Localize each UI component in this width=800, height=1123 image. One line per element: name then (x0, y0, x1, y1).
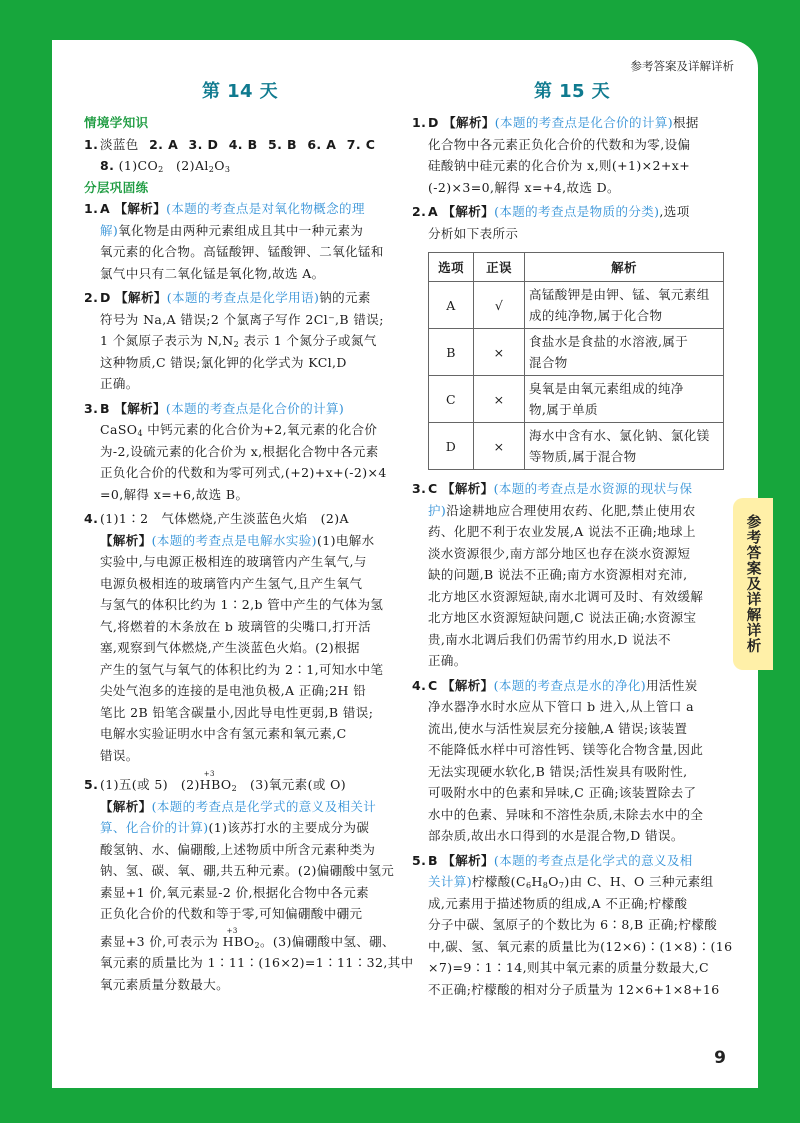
left-q5: 5. (1)五(或 5) (2) +3 $HBO_2$ (3)氧元素(或 O) 【解析】(本题的考查点是化学式的意义及相关计 算、化合价的计算)(1)该苏打水的主要成分为碳 酸氢钠、水、偏硼酸,上述物质中所含元素种类为 钠、氢、碳、氧、硼,共五种元素。(2)偏硼酸中氢元 素显+1 价,氧元素显-2 价,根据化合物中各元素 正负化合价的代数和等于零,可知偏硼酸中硼元 素显+3 价,可表示为 +3 $HBO_2$。(3)偏硼酸中氢、硼、 氧元素的质量比为 1∶11∶(16×2)=1∶11∶32,其中 氧元素质量分数最大。 (84, 770, 414, 992)
day-title-14: 第 14 天 (202, 81, 278, 102)
section-heading-situational: 情境学知识 (84, 115, 149, 130)
table-row: A √ 高锰酸钾是由钾、锰、氧元素组 成的纯净物,属于化合物 (429, 282, 724, 329)
side-tab-answers: 参考答案及详解详析 (733, 498, 773, 670)
right-q5: 5. B 【解析】(本题的考查点是化学式的意义及相 关计算)柠檬酸$(C_6H_8O_7)$由 C、H、O 三种元素组 成,元素用于描述物质的组成,A 不正确;柠檬酸 分子中碳、氢原子的个数比为 6∶8,B 正确;柠檬酸 中,碳、氢、氧元素的质量比为(12×6)∶(1×8)∶(16 ×7)=9∶1∶14,则其中氧元素的质量分数最大,C 不正确;柠檬酸的相对分子质量为 12×6+1×8+16 (412, 852, 733, 997)
left-q3: 3. B 【解析】(本题的考查点是化合价的计算) CaSO$_4$ 中钙元素的化合价为+2,氧元素的化合价 为-2,设硫元素的化合价为 x,根据化合物中各元素 正负化合价的代数和为零可列式,(+2)+x+(-2)×4 =0,解得 x=+6,故选 B。 (84, 400, 387, 502)
table-row: B × 食盐水是食盐的水溶液,属于 混合物 (429, 329, 724, 376)
right-q3: 3. C 【解析】(本题的考查点是水资源的现状与保 护)沿途耕地应合理使用农药、化肥,禁止使用农 药、化肥不利于农业发展,A 说法不正确;地球上 淡水资源很少,南方部分地区也存在淡水资源短 缺的问题,B 说法不正确;南方水资源相对充沛, 北方地区水资源短缺,南水北调可及时、有效缓解 北方地区水资源短缺问题,C 说法正确;水资源宝 贵,南水北调后我们仍需节约用水,D 说法不 正确。 (412, 481, 704, 668)
right-q2: 2. A 【解析】(本题的考查点是物质的分类),选项 分析如下表所示 选项 正误 解析 A √ 高锰酸钾是由钾、锰、氧元素组 成的纯净物,属于化合物 B × 食盐水是食盐的水溶液,属于 混合物 C × 臭氧是由氧元素组成的纯净 物,属于单质 D × 海水中含有水、氯化钠、氯化镁 等物质,属于混合物 (412, 201, 732, 470)
running-header: 参考答案及详解详析 (630, 59, 734, 73)
table-row: D × 海水中含有水、氯化钠、氯化镁 等物质,属于混合物 (429, 423, 724, 470)
table-header-row (429, 253, 724, 282)
right-q1: 1. D 【解析】(本题的考查点是化合价的计算)根据 化合物中各元素正负化合价的代数和为零,设偏 硅酸钠中硅元素的化合价为 x,则(+1)×2+x+ (-2)×3=0,解得 x=+4,故选 D。 (412, 115, 699, 195)
left-q4: 4. (1)1∶2 气体燃烧,产生淡蓝色火焰 (2)A 【解析】(本题的考查点是电解水实验)(1)电解水 实验中,与电源正极相连的玻璃管内产生氧气,与 电源负极相连的玻璃管内产生氢气,且产生氧气 与氢气的体积比约为 1∶2,b 管中产生的气体为氢 气,将燃着的木条放在 b 玻璃管的尖嘴口,打开活 塞,观察到气体燃烧,产生淡蓝色火焰。(2)根据 产生的氢气与氧气的体积比约为 2∶1,可知水中笔 尖处气泡多的连接的是电池负极,A 正确;2H 铅 笔比 2B 铅笔含碳量小,因此导电性更弱,B 错误; 电解水实验证明水中含有氢元素和氧元素,C 错误。 (84, 511, 384, 763)
answer-line-1-7: 1. 淡蓝色 2. A 3. D 4. B 5. B 6. A 7. C (84, 136, 376, 152)
left-column (84, 78, 414, 995)
table-header: 正误 (474, 253, 525, 282)
classification-table (428, 252, 724, 470)
answer-line-8: 8. $(1)CO_2$ $(2)Al_2O_3$ (100, 158, 231, 174)
right-column (412, 78, 732, 1000)
day-title-15: 第 15 天 (534, 81, 610, 102)
left-q2: 2. D 【解析】(本题的考查点是化学用语)钠的元素 符号为 Na,A 错误;2 个氯离子写作 2Cl⁻,B 错误; 1 个氮原子表示为 $N,N_2$ 表示 1 个氮分子或氮气 这种物质,C 错误;氯化钾的化学式为 KCl,D 正确。 (84, 290, 384, 391)
right-q4: 4. C 【解析】(本题的考查点是水的净化)用活性炭 净水器净水时水应从下管口 b 进入,从上管口 a 流出,使水与活性炭层充分接触,A 错误;该装置 不能降低水样中可溶性钙、镁等化合物含量,因此 无法实现硬水软化,B 错误;活性炭具有吸附性, 可吸附水中的色素和异味,C 正确;该装置除去了 水中的色素、异味和不溶性杂质,未除去水中的全 部杂质,故出水口得到的水是混合物,D 错误。 (412, 677, 704, 843)
section-heading-practice: 分层巩固练 (84, 179, 149, 195)
table-header: 解析 (525, 253, 724, 282)
table-row: C × 臭氧是由氧元素组成的纯净 物,属于单质 (429, 376, 724, 423)
table-header: 选项 (429, 253, 474, 282)
left-q1: 1. A 【解析】(本题的考查点是对氧化物概念的理 解)氧化物是由两种元素组成且其中一种元素为 氧元素的化合物。高锰酸钾、锰酸钾、二氧化锰和 氯气中只有二氧化锰是氧化物,故选 A。 (84, 201, 384, 281)
page-number: 9 (714, 1048, 726, 1068)
